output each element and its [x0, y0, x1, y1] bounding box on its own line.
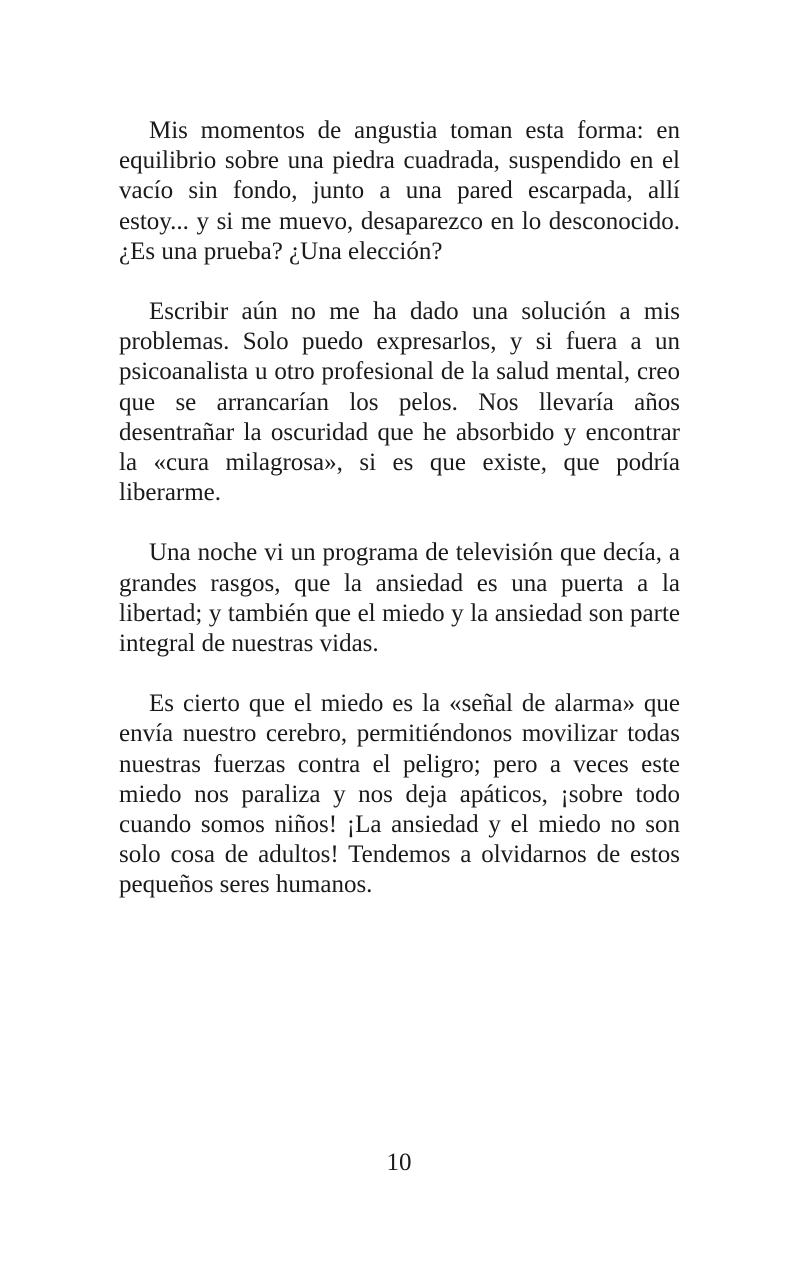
paragraph-1: Mis momentos de angustia toman esta forma: en equilibrio sobre una piedra cuadrada, suspendido en el vacío sin fondo, junto a una pared escarpada, allí estoy... y si me muevo, desaparezco en lo desconocido. ¿Es una prueba? ¿Una elección? — [119, 117, 680, 265]
paragraph-2: Escribir aún no me ha dado una solución a mis problemas. Solo puedo expresarlos, y si fuera a un psicoanalista u otro profesional de la salud mental, creo que se arrancarían los pelos. Nos llevaría años desentrañar la oscuridad que he absorbido y encontrar la «cura milagrosa», si es que existe, que podría liberarme. — [119, 298, 680, 507]
paragraph-3: Una noche vi un programa de televisión que decía, a grandes rasgos, que la ansiedad es una puerta a la libertad; y también que el miedo y la ansiedad son parte integral de nuestras vidas. — [119, 539, 680, 658]
body-text — [119, 116, 680, 931]
page-number: 10 — [386, 1149, 412, 1176]
paragraph-4: Es cierto que el miedo es la «señal de alarma» que envía nuestro cerebro, permitiéndonos movilizar todas nuestras fuerzas contra el peligro; pero a veces este miedo nos paraliza y nos deja apáticos, ¡sobre todo cuando somos niños! ¡La ansiedad y el miedo no son solo cosa de adultos! Tendemos a olvidarnos de estos pequeños seres humanos. — [119, 690, 680, 899]
